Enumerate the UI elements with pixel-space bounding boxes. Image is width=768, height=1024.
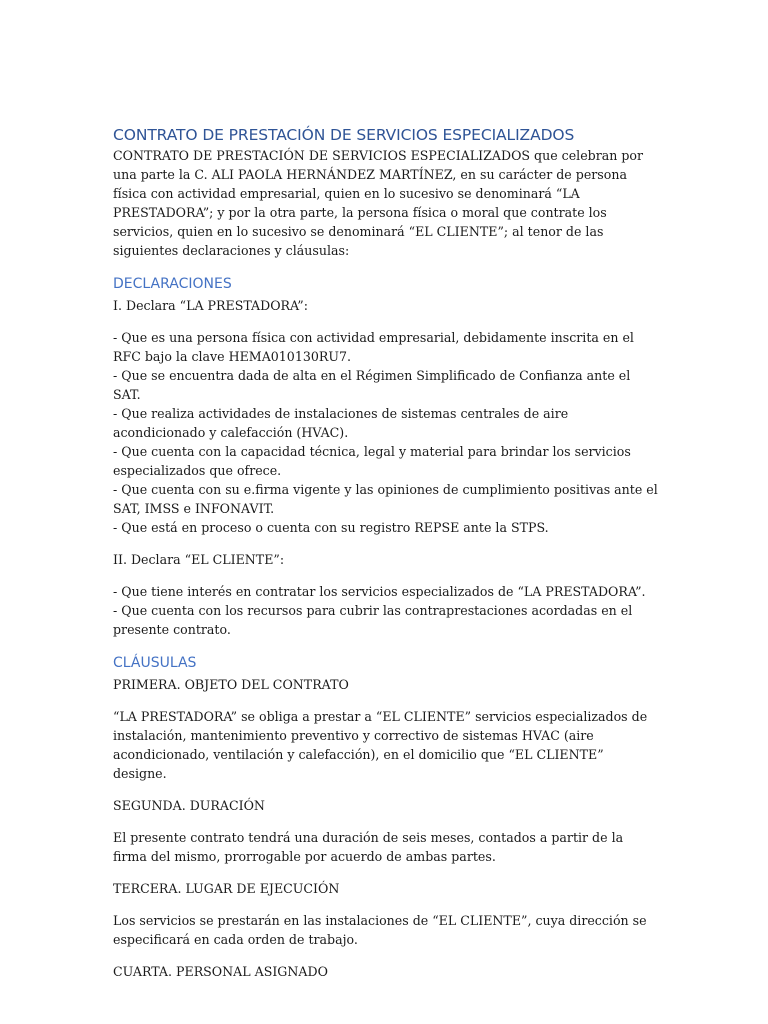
prestadora-declaration-item: - Que se encuentra dada de alta en el Régimen Simplificado de Confianza ante el SAT. bbox=[113, 368, 631, 402]
prestadora-declaration-item: - Que realiza actividades de instalaciones de sistemas centrales de aire acondicionado y calefacción (HVAC). bbox=[113, 406, 569, 440]
clausulas-heading: CLÁUSULAS bbox=[113, 655, 197, 671]
clause-body: Los servicios se prestarán en las instalaciones de “EL CLIENTE”, cuya dirección se especificará en cada orden de trabajo. bbox=[113, 913, 647, 947]
prestadora-declaration-item: - Que es una persona física con actividad empresarial, debidamente inscrita en el RFC bajo la clave HEMA010130RU7. bbox=[113, 330, 634, 364]
cliente-declaration-item: - Que cuenta con los recursos para cubrir las contraprestaciones acordadas en el presente contrato. bbox=[113, 603, 633, 637]
clause-title: PRIMERA. OBJETO DEL CONTRATO bbox=[113, 677, 349, 692]
prestadora-declaration-item: - Que está en proceso o cuenta con su registro REPSE ante la STPS. bbox=[113, 520, 549, 535]
clause-body: El presente contrato tendrá una duración de seis meses, contados a partir de la firma del mismo, prorrogable por acuerdo de ambas partes. bbox=[113, 830, 624, 864]
clause-body: “LA PRESTADORA” se obliga a prestar a “EL CLIENTE” servicios especializados de instalación, mantenimiento preventivo y correctivo de sistemas HVAC (aire acondicionado, ventilación y calefacción), en el domicilio que “EL CLIENTE” designe. bbox=[113, 709, 648, 781]
prestadora-declaration-label: I. Declara “LA PRESTADORA”: bbox=[113, 298, 308, 313]
clause-title: TERCERA. LUGAR DE EJECUCIÓN bbox=[113, 881, 340, 896]
clause-title: SEGUNDA. DURACIÓN bbox=[113, 798, 265, 813]
cliente-declarations-list bbox=[113, 582, 658, 639]
prestadora-declaration-item: - Que cuenta con la capacidad técnica, legal y material para brindar los servicios especializados que ofrece. bbox=[113, 444, 631, 478]
prestadora-declaration-item: - Que cuenta con su e.firma vigente y las opiniones de cumplimiento positivas ante el SAT, IMSS e INFONAVIT. bbox=[113, 482, 658, 516]
document-body bbox=[113, 124, 658, 981]
clause-title: CUARTA. PERSONAL ASIGNADO bbox=[113, 964, 328, 979]
cliente-declaration-label: II. Declara “EL CLIENTE”: bbox=[113, 552, 285, 567]
document-title: CONTRATO DE PRESTACIÓN DE SERVICIOS ESPECIALIZADOS bbox=[113, 126, 575, 144]
intro-paragraph: CONTRATO DE PRESTACIÓN DE SERVICIOS ESPECIALIZADOS que celebran por una parte la C. ALI PAOLA HERNÁNDEZ MARTÍNEZ, en su carácter de persona física con actividad empresarial, quien en lo sucesivo se denominará “LA PRESTADORA”; y por la otra parte, la persona física o moral que contrate los servicios, quien en lo sucesivo se denominará “EL CLIENTE”; al tenor de las siguientes declaraciones y cláusulas: bbox=[113, 148, 644, 258]
declaraciones-heading: DECLARACIONES bbox=[113, 276, 232, 292]
cliente-declaration-item: - Que tiene interés en contratar los servicios especializados de “LA PRESTADORA”. bbox=[113, 584, 646, 599]
prestadora-declarations-list bbox=[113, 328, 658, 537]
